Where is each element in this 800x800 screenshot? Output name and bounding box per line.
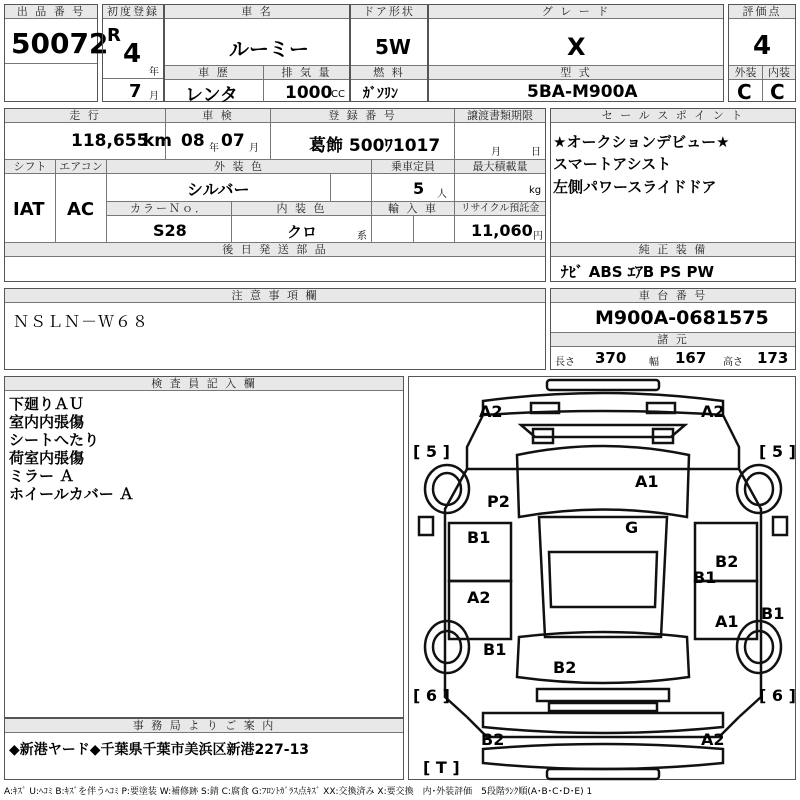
inspector-box <box>4 376 404 718</box>
chassis-label: 車 台 番 号 <box>551 289 795 303</box>
door-box <box>350 4 428 102</box>
tire-depth: [ 6 ] <box>759 686 796 705</box>
inspection-month-unit: 月 <box>249 143 259 154</box>
grade-box <box>428 4 724 102</box>
load-label: 最大積載量 <box>455 160 545 174</box>
office-info: ◆新港ヤード◆千葉県千葉市美浜区新港227-13 <box>9 742 310 758</box>
tire-depth: [ 6 ] <box>413 686 450 705</box>
notes-box <box>4 288 546 370</box>
damage-mark: A2 <box>479 402 503 421</box>
inspection-year-unit: 年 <box>209 143 219 154</box>
damage-mark: G <box>625 518 639 537</box>
chassis-box <box>550 288 796 370</box>
tire-depth: [ 5 ] <box>413 442 450 461</box>
score-box <box>728 4 796 102</box>
int-label: 内装 <box>763 66 795 80</box>
divider <box>231 202 232 242</box>
sales-point-line: 左側パワースライドドア <box>553 178 717 196</box>
car-name: ルーミー <box>229 37 309 61</box>
lot-box <box>4 4 109 102</box>
recycle-unit: 円 <box>533 231 543 242</box>
shift: IAT <box>13 199 45 220</box>
month-unit: 月 <box>149 91 159 102</box>
damage-mark: P2 <box>487 492 510 511</box>
model-label: 型 式 <box>429 66 723 80</box>
lot-label: 出 品 番 号 <box>5 5 97 19</box>
door-type: 5W <box>375 35 411 59</box>
car-outline <box>409 377 797 781</box>
inspector-line: ホイールカバー Ａ <box>9 485 134 503</box>
equipment: ﾅﾋﾞ ABS ｴｱB PS PW <box>561 263 715 281</box>
damage-mark: B1 <box>467 528 491 547</box>
grade-label: グ レ ー ド <box>429 5 723 19</box>
damage-mark: A2 <box>701 730 725 749</box>
divider <box>55 160 56 242</box>
displacement-unit: CC <box>331 89 345 100</box>
model-code: 5BA-M900A <box>527 82 638 102</box>
damage-mark: B1 <box>693 568 717 587</box>
inspector-label: 検 査 員 記 入 欄 <box>5 377 403 391</box>
import-label: 輸 入 車 <box>372 202 454 216</box>
history-label: 車 歴 <box>165 66 263 80</box>
intcolor-unit: 系 <box>357 231 367 242</box>
divider <box>330 174 331 201</box>
length-label: 長さ <box>555 357 575 368</box>
length: 370 <box>595 349 627 367</box>
equipment-label: 純 正 装 備 <box>551 243 795 257</box>
inspector-line: 荷室内張傷 <box>9 449 85 467</box>
lot-number: 50072 <box>11 27 109 60</box>
reg-label: 初度登録 <box>103 5 163 19</box>
damage-mark: A1 <box>715 612 739 631</box>
reg-month: 7 <box>129 81 142 102</box>
shift-label: シフト <box>5 160 55 174</box>
inspection-month: 07 <box>221 131 245 151</box>
damage-mark: B2 <box>553 658 577 677</box>
damage-mark: B1 <box>483 640 507 659</box>
divider <box>263 66 264 102</box>
sales-point-label: セ ー ル ス ポ イ ン ト <box>551 109 795 123</box>
history: レンタ <box>185 85 238 106</box>
color-label: 外 装 色 <box>107 160 371 174</box>
damage-mark: A2 <box>467 588 491 607</box>
reg-year: 4 <box>123 39 142 69</box>
divider <box>5 63 97 64</box>
capacity: 5 <box>413 179 425 198</box>
door-label: ドア形状 <box>351 5 427 19</box>
legend: A:ｷｽﾞ U:ﾍｺﾐ B:ｷｽﾞを伴うﾍｺﾐ P:要塗装 W:補修跡 S:錆 C:腐食 G:ﾌﾛﾝﾄｶﾞﾗｽ点ｷｽﾞ XX:交換済み X:要交換 内･外装評価 5段階ﾗﾝｸ順(A･B･C･D･E) 1 <box>4 787 593 797</box>
era: R <box>107 25 121 46</box>
color-number: S28 <box>153 221 187 240</box>
damage-mark: B2 <box>481 730 505 749</box>
notes-label: 注 意 事 項 欄 <box>5 289 545 303</box>
inspector-line: シートへたり <box>9 431 100 449</box>
intcolor-label: 内 装 色 <box>232 202 371 216</box>
name-label: 車 名 <box>165 5 349 19</box>
name-box <box>164 4 350 106</box>
score: 4 <box>753 31 772 61</box>
width-label: 幅 <box>649 357 659 368</box>
recycle-fee: 11,060 <box>471 221 533 240</box>
damage-mark: B1 <box>761 604 785 623</box>
sales-point-box <box>550 108 796 282</box>
office-label: 事 務 局 よ り ご 案 内 <box>5 719 403 733</box>
sales-point-line: ★オークションデビュー★ <box>553 133 730 151</box>
height-label: 高さ <box>723 357 743 368</box>
divider <box>762 66 763 102</box>
inspector-line: ミラー Ａ <box>9 467 75 485</box>
colorno-label: カラーＮｏ． <box>107 202 231 216</box>
aircon: AC <box>67 199 95 220</box>
mileage-label: 走 行 <box>5 109 165 123</box>
chassis-number: M900A-0681575 <box>595 307 769 329</box>
damage-mark: B2 <box>715 552 739 571</box>
transfer-day: 日 <box>531 147 541 158</box>
spec-label: 諸 元 <box>551 333 795 347</box>
damage-mark: A1 <box>635 472 659 491</box>
recycle-label: リサイクル預託金 <box>455 202 545 216</box>
mileage-unit: km <box>143 131 173 151</box>
damage-mark: A2 <box>701 402 725 421</box>
interior-color: クロ <box>287 223 318 241</box>
regno-label: 登 録 番 号 <box>271 109 454 123</box>
exterior-color: シルバー <box>187 180 250 199</box>
notes: ＮＳＬＮ－Ｗ６８ <box>13 312 150 331</box>
load-unit: kg <box>529 185 542 196</box>
fuel-label: 燃 料 <box>351 66 427 80</box>
year-unit: 年 <box>149 67 159 78</box>
capacity-unit: 人 <box>437 189 447 200</box>
ext-label: 外装 <box>729 66 762 80</box>
divider <box>454 109 455 159</box>
tire-depth: [ 5 ] <box>759 442 796 461</box>
height: 173 <box>757 349 789 367</box>
score-label: 評価点 <box>729 5 795 19</box>
ac-label: エアコン <box>56 160 106 174</box>
registration-number: 葛飾 500ﾜ1017 <box>309 136 441 156</box>
int-score: C <box>770 80 785 104</box>
inspection-label: 車 検 <box>166 109 270 123</box>
inspector-line: 下廻りＡＵ <box>9 395 85 413</box>
details-box <box>4 108 546 282</box>
divider <box>413 215 414 242</box>
divider <box>103 78 163 79</box>
grade: X <box>567 33 586 61</box>
capacity-label: 乗車定員 <box>372 160 454 174</box>
divider <box>270 109 271 159</box>
car-diagram <box>408 376 796 780</box>
ext-score: C <box>737 80 752 104</box>
mileage: 118,655 <box>71 131 149 151</box>
transfer-month: 月 <box>491 147 501 158</box>
transfer-label: 譲渡書類期限 <box>455 109 545 123</box>
office-box <box>4 718 404 780</box>
inspector-line: 室内内張傷 <box>9 413 85 431</box>
displacement: 1000 <box>285 83 333 103</box>
inspection-year: 08 <box>181 131 205 151</box>
displacement-label: 排 気 量 <box>264 66 349 80</box>
width: 167 <box>675 349 707 367</box>
sales-point-line: スマートアシスト <box>553 155 672 173</box>
fuel: ｶﾞｿﾘﾝ <box>363 86 398 102</box>
tire-depth: [ T ] <box>423 758 460 777</box>
registration-box <box>102 4 164 102</box>
later-parts-label: 後 日 発 送 部 品 <box>5 243 545 257</box>
